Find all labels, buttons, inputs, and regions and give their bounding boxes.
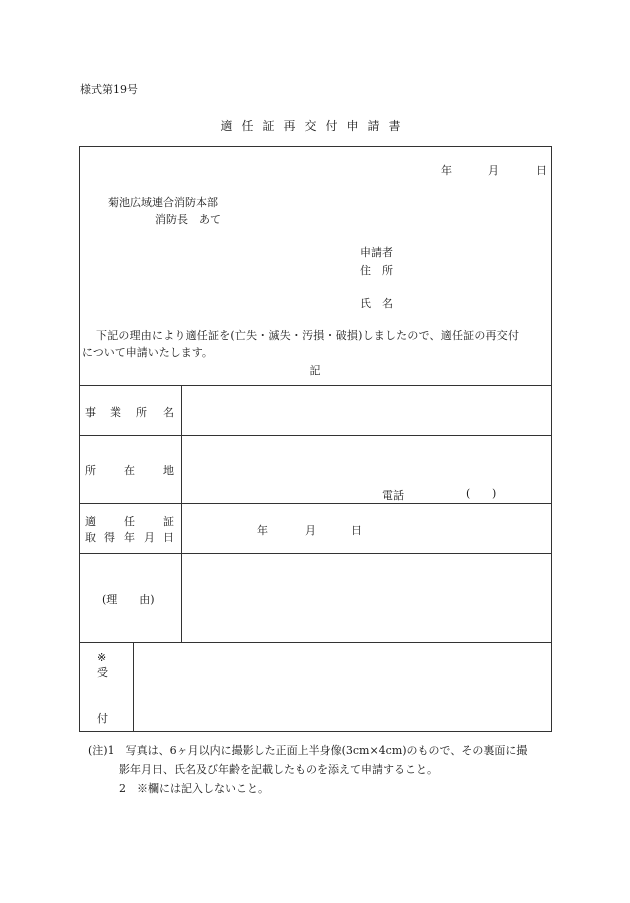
form-frame (79, 146, 552, 732)
label-column-divider (181, 385, 182, 642)
divider-acquired (79, 553, 552, 554)
label-char: 月 (144, 531, 155, 544)
label-char: 取 (85, 531, 96, 544)
label-char: 年 (124, 531, 135, 544)
label-char: 任 (124, 515, 135, 528)
acquired-month: 月 (305, 524, 316, 537)
form-title: 適任証再交付申請書 (220, 119, 410, 133)
reason-label: (理 由) (102, 593, 155, 606)
ki-heading: 記 (309, 364, 321, 377)
divider-business (79, 435, 552, 436)
acquired-day: 日 (351, 524, 362, 537)
reception-column-divider (133, 642, 134, 732)
note-line-1: (注)1 写真は、6ヶ月以内に撮影した正面上半身像(3cm×4cm)のもので、その裏面に撮 (88, 744, 528, 757)
reception-char-1: 受 (97, 666, 108, 679)
label-char: 適 (85, 515, 96, 528)
phone-paren-close: ) (492, 487, 497, 500)
label-char: 所 (136, 406, 147, 419)
acquired-year: 年 (257, 524, 268, 537)
divider-statement (79, 385, 552, 386)
label-char: 地 (163, 464, 174, 477)
date-day: 日 (536, 164, 547, 177)
label-char: 証 (163, 515, 174, 528)
addressee-organization: 菊池広域連合消防本部 (108, 196, 218, 209)
label-char: 得 (104, 531, 115, 544)
label-char: 事 (85, 406, 96, 419)
label-char: 日 (163, 531, 174, 544)
addressee-recipient: 消防長 あて (155, 213, 221, 226)
label-char: 在 (124, 464, 135, 477)
statement-line-1: 下記の理由により適任証を(亡失・滅失・汚損・破損)しましたので、適任証の再交付 (96, 329, 520, 342)
phone-label: 電話 (382, 489, 404, 502)
reception-char-2: 付 (97, 712, 108, 725)
form-number: 様式第19号 (80, 83, 138, 96)
note-line-2: 2 ※欄には記入しないこと。 (119, 782, 269, 795)
phone-paren-open: ( (466, 487, 471, 500)
applicant-label: 申請者 (360, 246, 393, 259)
date-month: 月 (488, 164, 499, 177)
name-label: 氏 名 (360, 297, 393, 310)
note-line-1-continued: 影年月日、氏名及び年齢を記載したものを添えて申請すること。 (119, 763, 438, 776)
reception-mark: ※ (97, 651, 107, 664)
label-char: 所 (85, 464, 96, 477)
statement-line-2: について申請いたします。 (82, 346, 213, 359)
date-year: 年 (441, 164, 452, 177)
address-label: 住 所 (360, 264, 393, 277)
label-char: 業 (110, 406, 121, 419)
label-char: 名 (163, 406, 174, 419)
divider-location (79, 503, 552, 504)
divider-reason (79, 642, 552, 643)
